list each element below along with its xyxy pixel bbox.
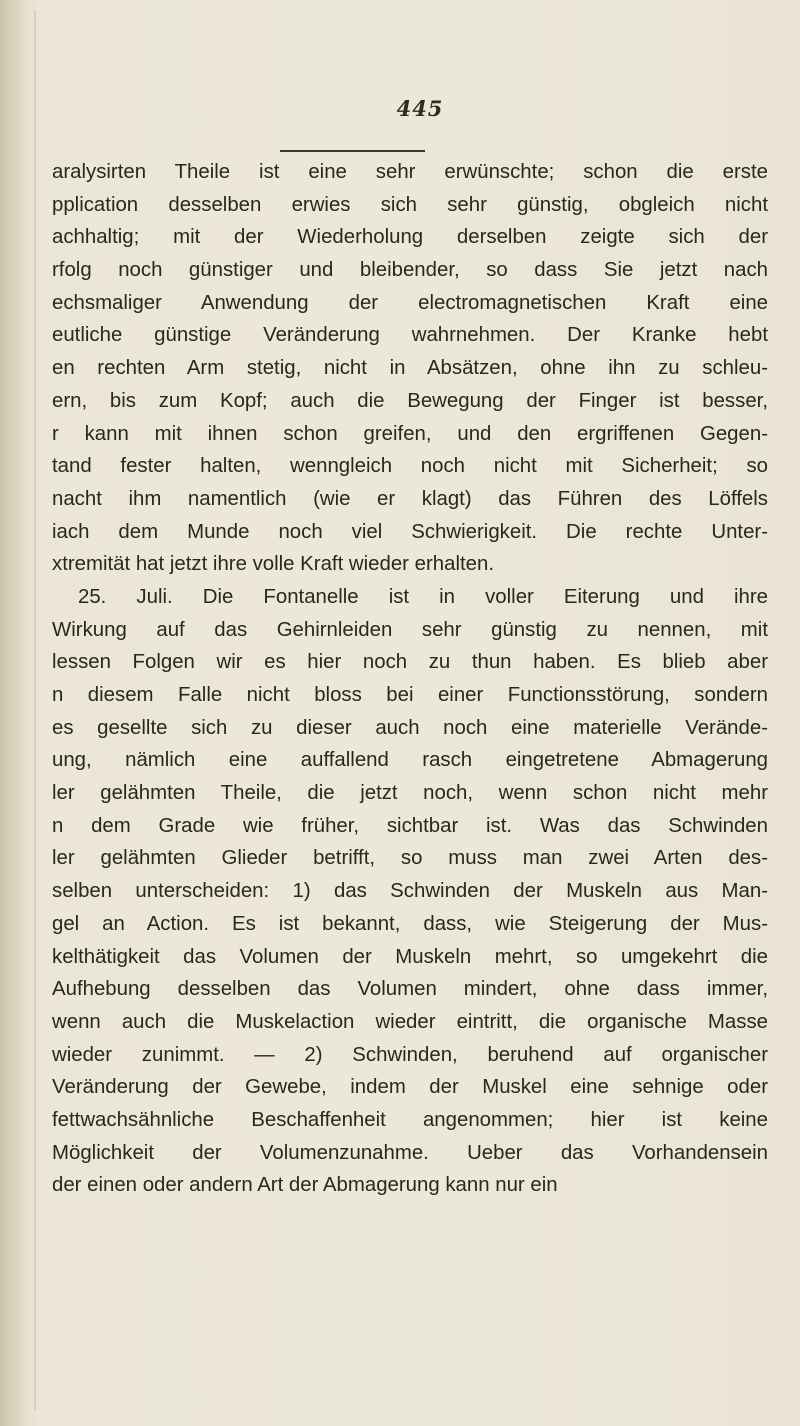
text-line: es gesellte sich zu dieser auch noch eine materielle Verände- <box>52 716 768 739</box>
text-line: selben unterscheiden: 1) das Schwinden der Muskeln aus Man- <box>52 880 768 903</box>
text-line: echsmaliger Anwendung der electromagnetischen Kraft eine <box>52 291 768 314</box>
text-line: n dem Grade wie früher, sichtbar ist. Was das Schwinden <box>52 814 768 837</box>
text-line: 25. Juli. Die Fontanelle ist in voller Eiterung und ihre <box>78 585 768 608</box>
text-line: pplication desselben erwies sich sehr günstig, obgleich nicht <box>52 193 768 216</box>
text-line: achhaltig; mit der Wiederholung derselben zeigte sich der <box>52 226 768 249</box>
text-line: wenn auch die Muskelaction wieder eintritt, die organische Masse <box>52 1010 768 1033</box>
text-line: eutliche günstige Veränderung wahrnehmen. Der Kranke hebt <box>52 324 768 347</box>
text-line: fettwachsähnliche Beschaffenheit angenommen; hier ist keine <box>52 1108 768 1131</box>
text-line: wieder zunimmt. — 2) Schwinden, beruhend auf organischer <box>52 1043 768 1066</box>
text-line: ler gelähmten Theile, die jetzt noch, wenn schon nicht mehr <box>52 782 768 805</box>
page-number: 445 <box>396 96 444 121</box>
text-line: en rechten Arm stetig, nicht in Absätzen, ohne ihn zu schleu- <box>52 357 768 380</box>
text-line: gel an Action. Es ist bekannt, dass, wie Steigerung der Mus- <box>52 912 768 935</box>
text-line: tand fester halten, wenngleich noch nicht mit Sicherheit; so <box>52 455 768 478</box>
page-gutter-shadow <box>0 0 26 1426</box>
text-line: Möglichkeit der Volumenzunahme. Ueber das Vorhandensein <box>52 1141 768 1164</box>
text-line: nacht ihm namentlich (wie er klagt) das Führen des Löffels <box>52 487 768 510</box>
text-line: aralysirten Theile ist eine sehr erwünschte; schon die erste <box>52 161 768 183</box>
text-line: Wirkung auf das Gehirnleiden sehr günstig zu nennen, mit <box>52 618 768 641</box>
text-line: rfolg noch günstiger und bleibender, so dass Sie jetzt nach <box>52 259 768 282</box>
text-line: der einen oder andern Art der Abmagerung kann nur ein <box>52 1174 558 1197</box>
text-line: xtremität hat jetzt ihre volle Kraft wieder erhalten. <box>52 553 494 576</box>
text-line: iach dem Munde noch viel Schwierigkeit. Die rechte Unter- <box>52 520 768 543</box>
header-rule <box>280 150 425 152</box>
page-gutter-line <box>34 10 36 1410</box>
text-line: ung, nämlich eine auffallend rasch eingetretene Abmagerung <box>52 749 768 772</box>
text-line: Veränderung der Gewebe, indem der Muskel eine sehnige oder <box>52 1076 768 1099</box>
text-line: ler gelähmten Glieder betrifft, so muss man zwei Arten des- <box>52 847 768 870</box>
text-line: ern, bis zum Kopf; auch die Bewegung der Finger ist besser, <box>52 389 768 412</box>
body-text <box>52 156 768 1202</box>
text-line: Aufhebung desselben das Volumen mindert, ohne dass immer, <box>52 978 768 1001</box>
text-line: kelthätigkeit das Volumen der Muskeln mehrt, so umgekehrt die <box>52 945 768 968</box>
text-line: lessen Folgen wir es hier noch zu thun haben. Es blieb aber <box>52 651 768 674</box>
text-line: n diesem Falle nicht bloss bei einer Functionsstörung, sondern <box>52 684 768 706</box>
text-line: r kann mit ihnen schon greifen, und den ergriffenen Gegen- <box>52 422 768 445</box>
